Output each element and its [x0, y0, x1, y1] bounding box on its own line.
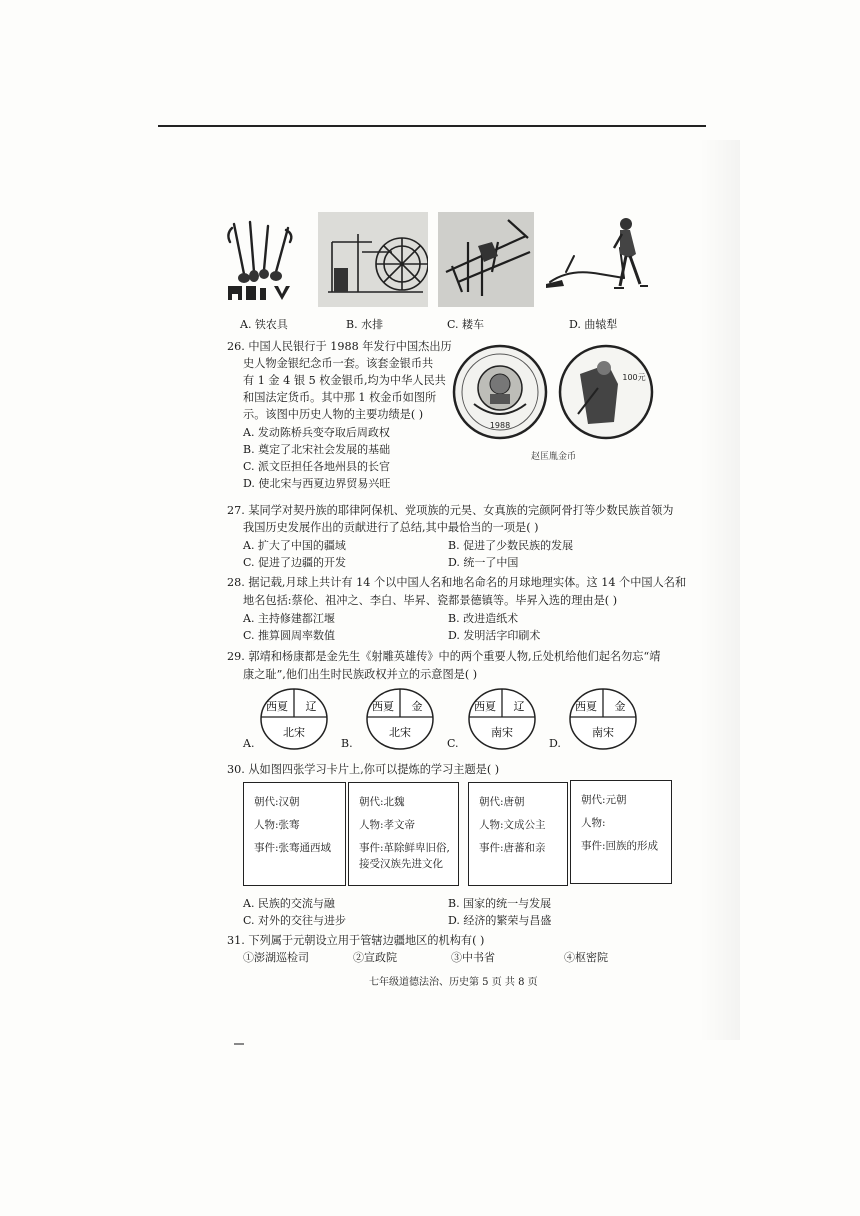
q26-line-5: 示。该图中历史人物的主要功绩是( ): [243, 408, 424, 421]
card-person: 人物:孝文帝: [359, 819, 416, 831]
card-person: 人物:文成公主: [479, 819, 546, 831]
iron-tools-image: [220, 212, 306, 307]
q29-d-top-right: 金: [614, 700, 626, 713]
card-event: 事件:唐蕃和亲: [479, 842, 546, 854]
q25-option-a: A. 铁农具: [240, 318, 288, 331]
q26-line-4: 和国法定货币。其中那 1 枚金币如图所: [243, 391, 437, 404]
q29-c-bottom: 南宋: [491, 726, 513, 739]
coin-year: 1988: [489, 421, 511, 430]
card-event: 事件:革除鲜卑旧俗,: [359, 842, 450, 854]
q27-option-a: A. 扩大了中国的疆域: [243, 539, 346, 552]
card-dynasty: 朝代:汉朝: [254, 796, 300, 808]
q29-diagram-a: [258, 686, 330, 752]
q26-option-d: D. 使北宋与西夏边界贸易兴旺: [243, 477, 391, 490]
q25-option-b: B. 水排: [346, 318, 384, 331]
study-card-yuan: [570, 780, 672, 884]
q29-line-2: 康之耻”,他们出生时民族政权并立的示意图是( ): [243, 668, 478, 681]
card-dynasty: 朝代:唐朝: [479, 796, 525, 808]
scan-mark: [234, 1043, 244, 1045]
q26-option-c: C. 派文臣担任各地州县的长官: [243, 460, 391, 473]
q29-a-top-left: 西夏: [266, 700, 288, 713]
q29-b-top-left: 西夏: [372, 700, 394, 713]
card-dynasty: 朝代:北魏: [359, 796, 405, 808]
coin-caption: 赵匡胤金币: [531, 452, 577, 462]
card-event: 事件:张骞通西域: [254, 842, 332, 854]
q30-option-d: D. 经济的繁荣与昌盛: [448, 914, 552, 927]
q26-line-2: 史人物金银纪念币一套。该套金银币共: [243, 357, 434, 370]
q29-diagram-c: [466, 686, 538, 752]
q29-diagram-d: [567, 686, 639, 752]
water-bellows-image: [318, 212, 428, 307]
q29-letter-c: C.: [447, 737, 459, 750]
study-card-tang: [468, 782, 568, 886]
q30-option-b: B. 国家的统一与发展: [448, 897, 552, 910]
q28-option-d: D. 发明活字印刷术: [448, 629, 541, 642]
q29-c-top-right: 辽: [513, 700, 525, 713]
card-event-cont: 接受汉族先进文化: [359, 858, 443, 870]
header-rule: [158, 125, 706, 127]
q31-option-1: ①澎湖巡检司: [243, 951, 309, 964]
coin-reverse: [558, 344, 654, 440]
q26-option-a: A. 发动陈桥兵变夺取后周政权: [243, 426, 390, 439]
q29-d-top-left: 西夏: [575, 700, 597, 713]
curved-plough-image: [540, 212, 656, 307]
q30-line-1: 30. 从如图四张学习卡片上,你可以提炼的学习主题是( ): [227, 763, 500, 776]
seed-drill-image: [438, 212, 534, 307]
q29-letter-d: D.: [549, 737, 561, 750]
q26-line-1: 26. 中国人民银行于 1988 年发行中国杰出历: [227, 340, 452, 353]
q27-line-2: 我国历史发展作出的贡献进行了总结,其中最恰当的一项是( ): [243, 521, 539, 534]
q31-option-2: ②宣政院: [353, 951, 397, 964]
q30-option-a: A. 民族的交流与融: [243, 897, 335, 910]
q29-a-top-right: 辽: [305, 700, 317, 713]
q27-option-c: C. 促进了边疆的开发: [243, 556, 347, 569]
q29-c-top-left: 西夏: [474, 700, 496, 713]
scan-shadow: [700, 140, 740, 1040]
q29-b-top-right: 金: [411, 700, 423, 713]
q26-line-3: 有 1 金 4 银 5 枚金银币,均为中华人民共: [243, 374, 446, 387]
q28-line-1: 28. 据记载,月球上共计有 14 个以中国人名和地名命名的月球地理实体。这 14 个中国人名和: [227, 576, 687, 589]
q26-option-b: B. 奠定了北宋社会发展的基础: [243, 443, 391, 456]
q27-option-b: B. 促进了少数民族的发展: [448, 539, 574, 552]
card-person: 人物:: [581, 817, 606, 829]
q25-option-c: C. 耧车: [447, 318, 485, 331]
q29-d-bottom: 南宋: [592, 726, 614, 739]
card-person: 人物:张骞: [254, 819, 300, 831]
q31-line-1: 31. 下列属于元朝设立用于管辖边疆地区的机构有( ): [227, 934, 485, 947]
q29-a-bottom: 北宋: [283, 726, 305, 739]
q29-diagram-b: [364, 686, 436, 752]
q28-line-2: 地名包括:蔡伦、祖冲之、李白、毕昇、瓷都景德镇等。毕昇入选的理由是( ): [243, 594, 618, 607]
study-card-beiwei: [348, 782, 459, 886]
page-footer: 七年级道德法治、历史第 5 页 共 8 页: [369, 977, 538, 988]
study-card-han: [243, 782, 346, 886]
q27-line-1: 27. 某同学对契丹族的耶律阿保机、党项族的元昊、女真族的完颜阿骨打等少数民族首领为: [227, 504, 674, 517]
q29-line-1: 29. 郭靖和杨康都是金先生《射雕英雄传》中的两个重要人物,丘处机给他们起名勿忘“靖: [227, 650, 661, 663]
card-event: 事件:回族的形成: [581, 840, 659, 852]
q27-option-d: D. 统一了中国: [448, 556, 519, 569]
coin-obverse: [452, 344, 548, 440]
q29-letter-b: B.: [341, 737, 353, 750]
q31-option-3: ③中书省: [451, 951, 495, 964]
card-dynasty: 朝代:元朝: [581, 794, 627, 806]
q28-option-c: C. 推算圆周率数值: [243, 629, 336, 642]
q28-option-b: B. 改进造纸术: [448, 612, 519, 625]
q28-option-a: A. 主持修建都江堰: [243, 612, 335, 625]
q29-letter-a: A.: [243, 737, 255, 750]
q30-option-c: C. 对外的交往与进步: [243, 914, 347, 927]
q29-b-bottom: 北宋: [389, 726, 411, 739]
coin-value: 100元: [622, 373, 646, 382]
q31-option-4: ④枢密院: [564, 951, 608, 964]
q25-option-d: D. 曲辕犁: [569, 318, 618, 331]
